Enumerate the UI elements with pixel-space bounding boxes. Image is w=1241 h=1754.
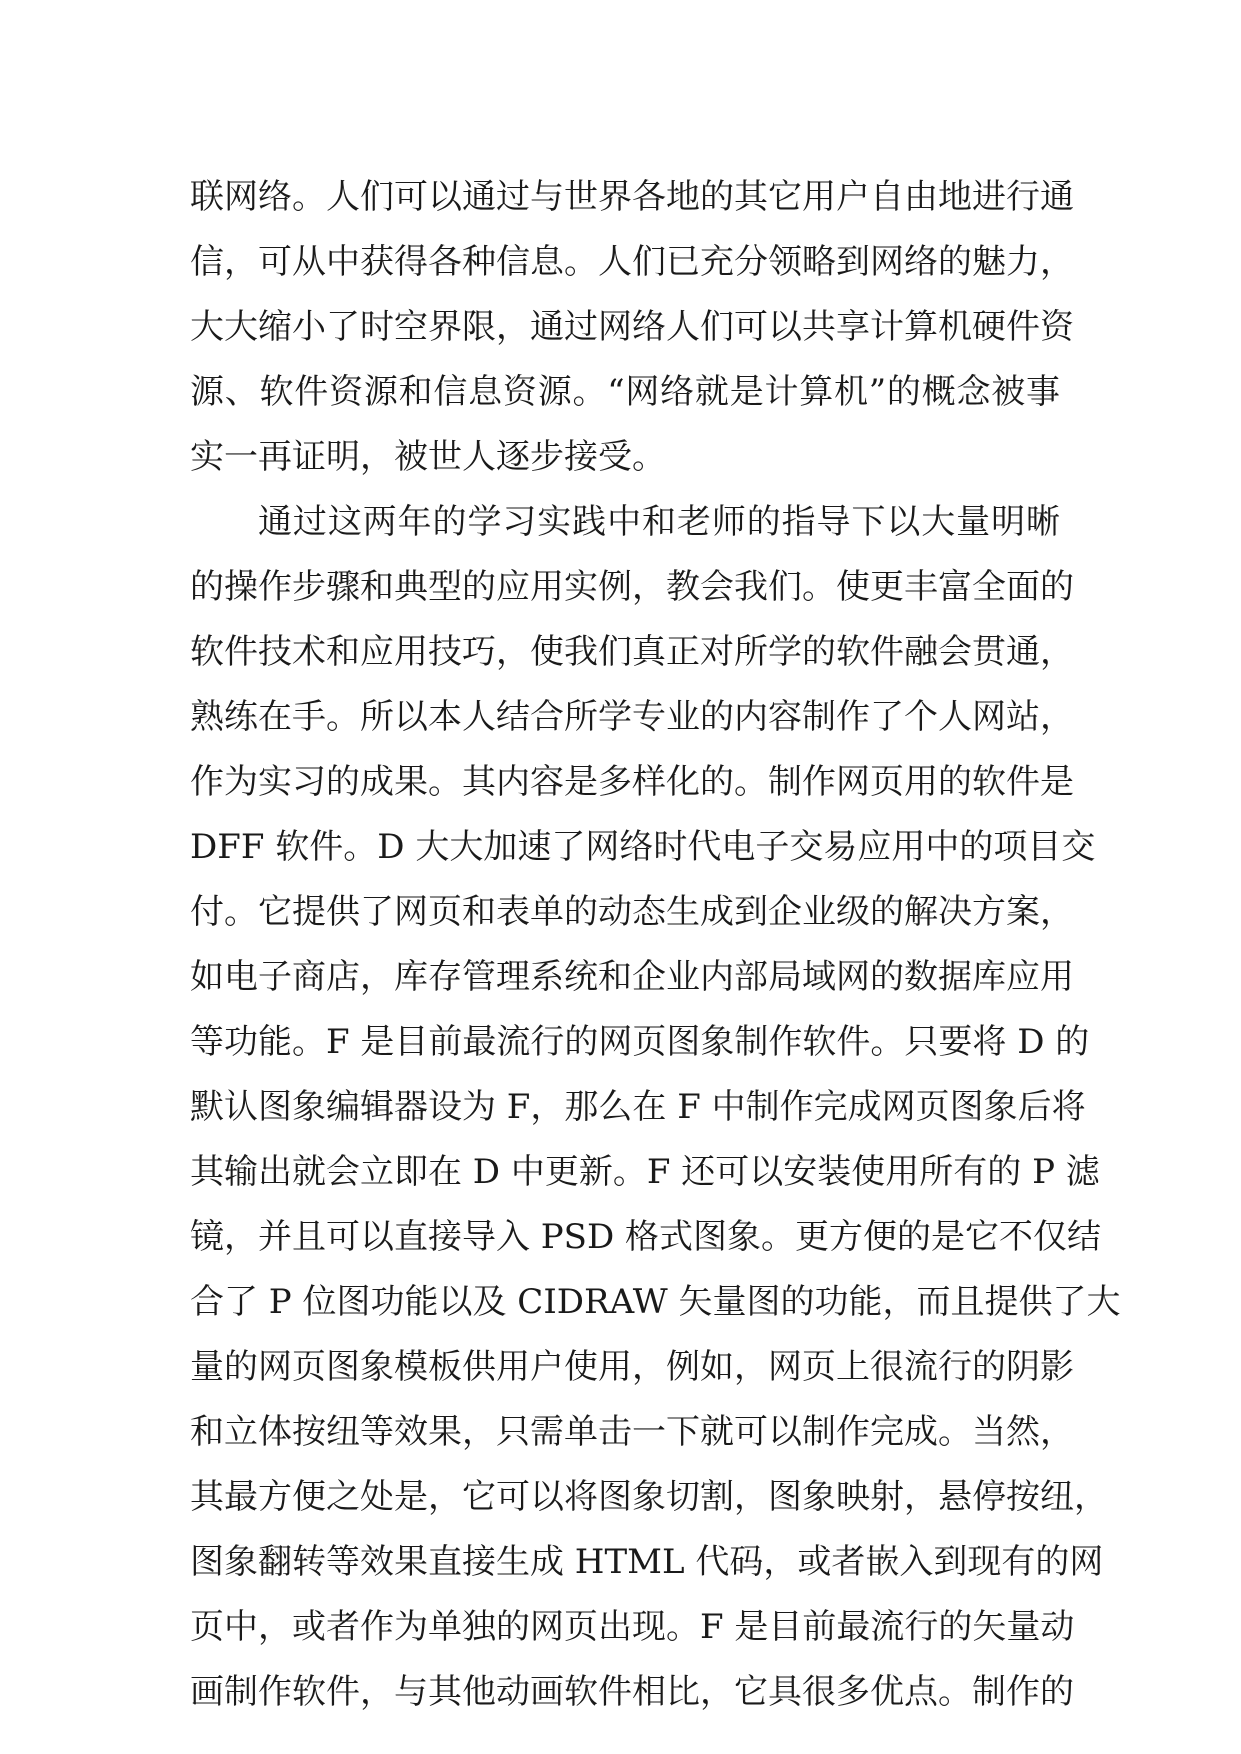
text-line: 熟练在手。所以本人结合所学专业的内容制作了个人网站， (190, 697, 1074, 737)
text-line: 图象翻转等效果直接生成 HTML 代码，或者嵌入到现有的网 (190, 1542, 1104, 1582)
text-line: 页中，或者作为单独的网页出现。F 是目前最流行的矢量动 (190, 1607, 1075, 1647)
text-line: 源、软件资源和信息资源。“网络就是计算机”的概念被事 (190, 372, 1060, 412)
text-line: 实一再证明，被世人逐步接受。 (190, 437, 666, 477)
body-text (190, 165, 1121, 1725)
text-line: 其最方便之处是，它可以将图象切割，图象映射，悬停按纽， (190, 1477, 1108, 1517)
text-line: 量的网页图象模板供用户使用，例如，网页上很流行的阴影 (190, 1347, 1074, 1387)
text-line: DFF 软件。D 大大加速了网络时代电子交易应用中的项目交 (190, 827, 1096, 867)
text-line: 大大缩小了时空界限，通过网络人们可以共享计算机硬件资 (190, 307, 1074, 347)
text-line: 如电子商店，库存管理系统和企业内部局域网的数据库应用 (190, 957, 1074, 997)
text-line: 镜，并且可以直接导入 PSD 格式图象。更方便的是它不仅结 (190, 1217, 1102, 1257)
text-line: 和立体按纽等效果，只需单击一下就可以制作完成。当然， (190, 1412, 1074, 1452)
text-line: 作为实习的成果。其内容是多样化的。制作网页用的软件是 (190, 762, 1074, 802)
text-line: 等功能。F 是目前最流行的网页图象制作软件。只要将 D 的 (190, 1022, 1090, 1062)
text-line: 默认图象编辑器设为 F，那么在 F 中制作完成网页图象后将 (190, 1087, 1086, 1127)
text-line: 软件技术和应用技巧，使我们真正对所学的软件融会贯通， (190, 632, 1074, 672)
text-line: 通过这两年的学习实践中和老师的指导下以大量明晰 (258, 502, 1060, 542)
text-line: 合了 P 位图功能以及 CIDRAW 矢量图的功能，而且提供了大 (190, 1282, 1121, 1322)
text-line: 付。它提供了网页和表单的动态生成到企业级的解决方案， (190, 892, 1074, 932)
text-line: 的操作步骤和典型的应用实例，教会我们。使更丰富全面的 (190, 567, 1074, 607)
text-line: 其输出就会立即在 D 中更新。F 还可以安装使用所有的 P 滤 (190, 1152, 1100, 1192)
paragraph-2 (190, 490, 1121, 1725)
text-line: 画制作软件，与其他动画软件相比，它具很多优点。制作的 (190, 1672, 1074, 1712)
paragraph-1 (190, 165, 1074, 490)
text-line: 联网络。人们可以通过与世界各地的其它用户自由地进行通 (190, 177, 1074, 217)
text-line: 信，可从中获得各种信息。人们已充分领略到网络的魅力， (190, 242, 1074, 282)
